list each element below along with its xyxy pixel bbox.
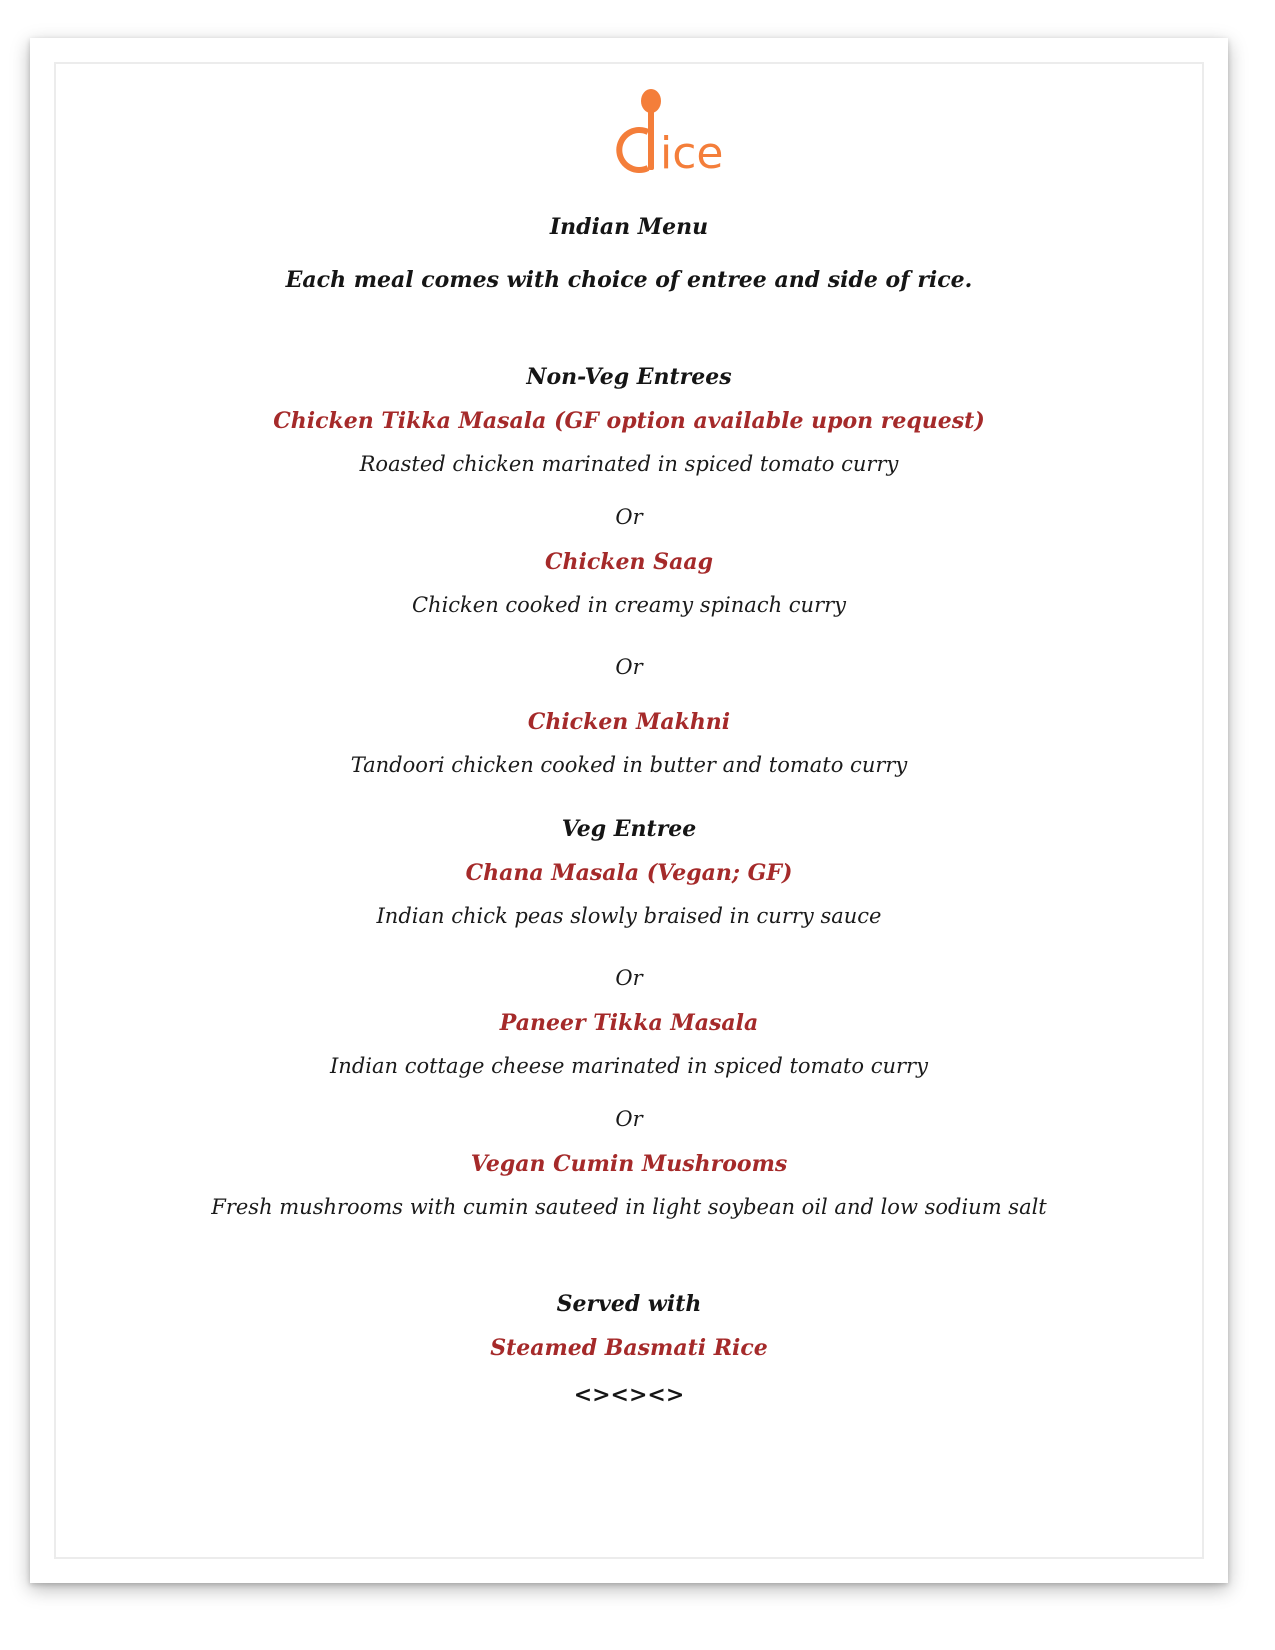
menu-item-name: Chicken Tikka Masala (GF option available upon request) [273, 408, 985, 434]
menu-item-desc: Chicken cooked in creamy spinach curry [411, 593, 847, 617]
dice-logo [610, 88, 740, 178]
or-separator: Or [615, 966, 643, 990]
menu-item-name: Chicken Makhni [527, 709, 731, 735]
menu-title: Indian Menu [549, 214, 709, 240]
menu-item-desc: Roasted chicken marinated in spiced tomato curry [359, 452, 899, 476]
veg-heading: Veg Entree [561, 816, 697, 842]
served-with-heading: Served with [556, 1291, 702, 1317]
or-separator: Or [615, 1107, 643, 1131]
menu-item-desc: Tandoori chicken cooked in butter and tomato curry [350, 753, 908, 777]
menu-item-name: Vegan Cumin Mushrooms [470, 1151, 788, 1177]
end-ornament: <><><> [573, 1382, 685, 1408]
menu-subtitle: Each meal comes with choice of entree and side of rice. [285, 267, 973, 293]
menu-item-desc: Indian chick peas slowly braised in curry sauce [376, 904, 882, 928]
served-with-item: Steamed Basmati Rice [490, 1335, 768, 1361]
menu-item-name: Paneer Tikka Masala [499, 1010, 759, 1036]
menu-item-desc: Fresh mushrooms with cumin sauteed in light soybean oil and low sodium salt [211, 1195, 1047, 1219]
menu-item-name: Chana Masala (Vegan; GF) [465, 860, 793, 886]
menu-item-desc: Indian cottage cheese marinated in spiced tomato curry [330, 1054, 928, 1078]
menu-page [30, 38, 1228, 1583]
or-separator: Or [615, 655, 643, 679]
or-separator: Or [615, 505, 643, 529]
menu-item-name: Chicken Saag [545, 549, 713, 575]
svg-text:ice: ice [660, 128, 724, 178]
non-veg-heading: Non-Veg Entrees [526, 364, 732, 390]
